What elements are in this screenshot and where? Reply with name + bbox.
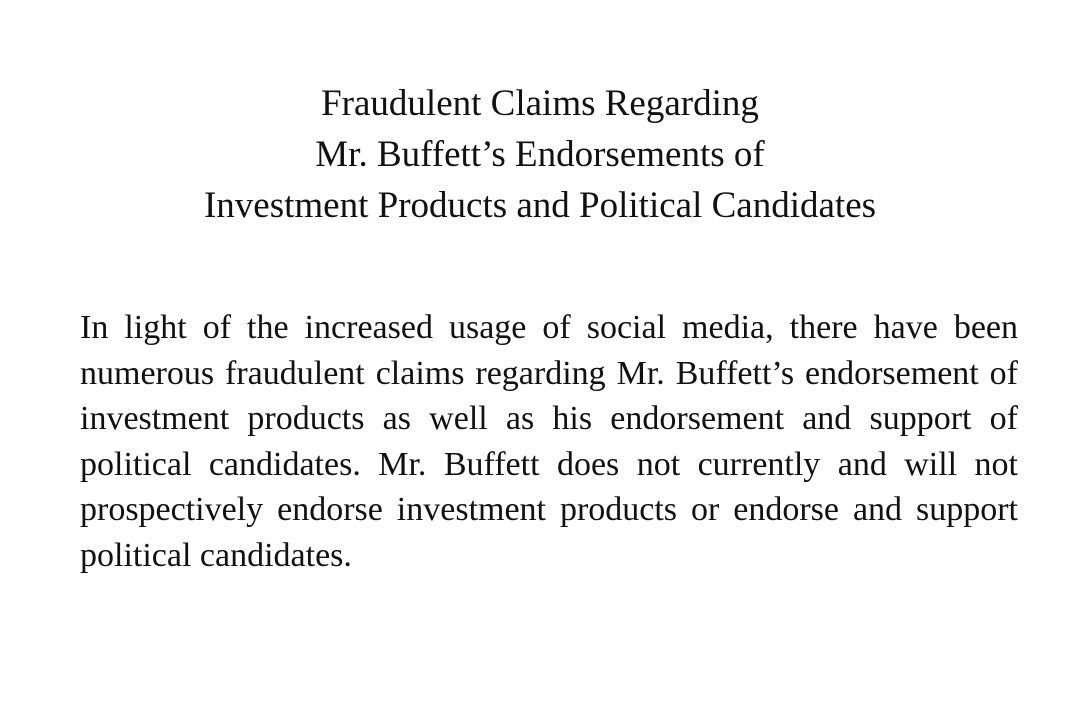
- document-title: [0, 78, 1080, 231]
- title-line-1: Fraudulent Claims Regarding: [321, 83, 759, 124]
- title-line-2: Mr. Buffett’s Endorsements of: [315, 134, 765, 175]
- title-line-3: Investment Products and Political Candidates: [203, 185, 877, 226]
- notice-paragraph: In light of the increased usage of social media, there have been numerous fraudulent claims regarding Mr. Buffett’s endorsement of investment products as well as his endorsement and support of political candidates. Mr. Buffett does not currently and will not prospectively endorse investment products or endorse and support political candidates.: [80, 309, 1018, 574]
